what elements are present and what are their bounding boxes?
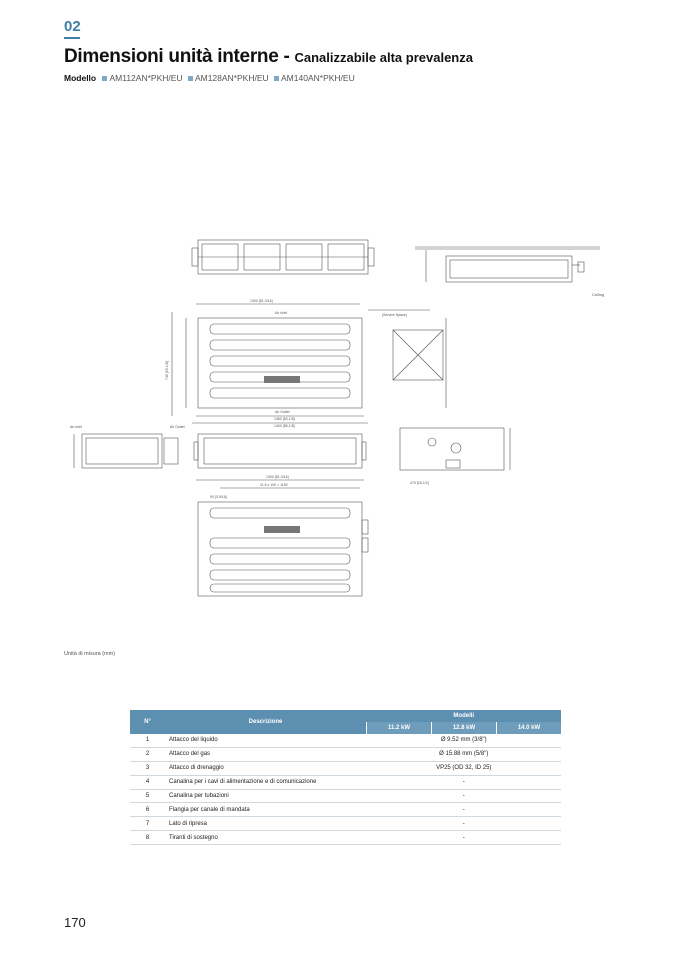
table-row	[130, 789, 561, 803]
header-capacity: 11.2 kW	[367, 722, 432, 734]
air-inlet-label: Air Inlet	[275, 311, 287, 315]
bullet-icon	[102, 76, 107, 81]
air-outlet-label-2: Air Outlet	[170, 425, 185, 429]
row-value: Ø 9.52 mm (3/8")	[367, 734, 562, 747]
model-item: AM140AN*PKH/EU	[281, 73, 355, 83]
section-underline	[64, 37, 80, 39]
row-description: Tiranti di sostegno	[165, 831, 367, 845]
row-description: Lato di ripresa	[165, 817, 367, 831]
section-number: 02	[64, 18, 81, 35]
pipe-side-view	[400, 428, 510, 485]
row-number: 7	[130, 817, 165, 831]
plan-view	[165, 299, 446, 428]
service-space-label: (Service Space)	[382, 313, 407, 317]
table-row	[130, 831, 561, 845]
dim-bottom-2: 11.5 x 100 = 1150	[260, 483, 288, 487]
row-number: 5	[130, 789, 165, 803]
row-number: 4	[130, 775, 165, 789]
model-list	[64, 73, 358, 83]
side-view	[415, 247, 604, 297]
row-value: -	[367, 803, 562, 817]
bullet-icon	[188, 76, 193, 81]
row-value: -	[367, 775, 562, 789]
header-capacity: 12.8 kW	[432, 722, 497, 734]
dim-width-1: 1360 [53-1/8]	[274, 417, 295, 421]
row-value: -	[367, 817, 562, 831]
header-no: N°	[130, 710, 165, 734]
model-item: AM112AN*PKH/EU	[109, 73, 183, 83]
row-description: Attacco del liquido	[165, 734, 367, 747]
dim-depth: 470 [18-1/2]	[410, 481, 429, 485]
air-inlet-label-2: Air Inlet	[70, 425, 82, 429]
table-row	[130, 734, 561, 747]
ceiling-label: Ceiling	[592, 292, 605, 297]
row-number: 3	[130, 761, 165, 775]
table-row	[130, 761, 561, 775]
title-sub: Canalizzabile alta prevalenza	[294, 50, 473, 65]
dim-width-2: 1400 [55-1/8]	[274, 424, 295, 428]
air-outlet-label: Air Outlet	[275, 410, 290, 414]
row-value: VP25 (OD 32, ID 25)	[367, 761, 562, 775]
model-label: Modello	[64, 73, 97, 83]
bottom-view	[196, 475, 368, 596]
header-capacity: 14.0 kW	[497, 722, 562, 734]
top-view	[192, 240, 374, 274]
row-number: 1	[130, 734, 165, 747]
row-value: -	[367, 789, 562, 803]
dim-bottom-1: 1300 [51-3/16]	[266, 475, 289, 479]
bullet-icon	[274, 76, 279, 81]
table-row	[130, 747, 561, 761]
title-sep: -	[278, 46, 295, 67]
page-title	[64, 46, 473, 68]
row-description: Flangia per canale di mandata	[165, 803, 367, 817]
unit-note: Unità di misura (mm)	[64, 651, 116, 657]
table-row	[130, 775, 561, 789]
page-number: 170	[64, 915, 86, 930]
dim-bottom-3: 90 [3-9/16]	[210, 495, 227, 499]
header-models: Modelli	[367, 710, 562, 722]
dim-width-3: 1300 [51-3/16]	[250, 299, 273, 303]
row-value: -	[367, 831, 562, 845]
model-item: AM128AN*PKH/EU	[194, 73, 269, 83]
end-view-left	[70, 425, 185, 468]
header-description: Descrizione	[165, 710, 367, 734]
dim-height-1: 740 [29-1/8]	[165, 361, 169, 380]
row-description: Attacco di drenaggio	[165, 761, 367, 775]
technical-drawing	[60, 220, 620, 620]
title-main: Dimensioni unità interne	[64, 46, 279, 67]
row-description: Canalina per tubazioni	[165, 789, 367, 803]
row-value: Ø 15.88 mm (5/8")	[367, 747, 562, 761]
table-row	[130, 803, 561, 817]
row-number: 2	[130, 747, 165, 761]
row-description: Canalina per i cavi di alimentazione e di comunicazione	[165, 775, 367, 789]
table-row	[130, 817, 561, 831]
spec-table	[130, 710, 561, 845]
row-description: Attacco del gas	[165, 747, 367, 761]
front-view	[194, 434, 366, 468]
row-number: 6	[130, 803, 165, 817]
row-number: 8	[130, 831, 165, 845]
